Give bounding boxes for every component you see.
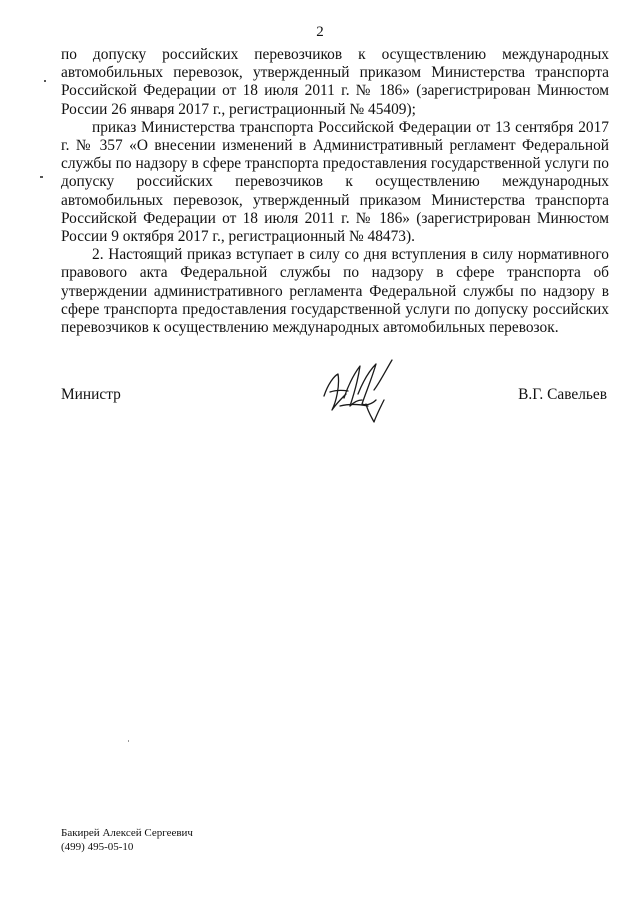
executor-info	[61, 826, 193, 854]
paragraph-continuation: по допуску российских перевозчиков к осуществлению международных автомобильных перевозок, утвержденный приказом Министерства транспорта Российской Федерации от 18 июля 2011 г. № 186» (зарегистрирован Минюстом России 26 января 2017 г., регистрационный № 45409);	[61, 46, 609, 118]
executor-name: Бакирей Алексей Сергеевич	[61, 827, 193, 839]
document-body	[61, 46, 609, 337]
signatory-title: Министр	[61, 386, 121, 403]
paragraph-effective-date: 2. Настоящий приказ вступает в силу со дня вступления в силу нормативного правового акта Федеральной службы по надзору в сфере транспорта об утверждении административного регламента Федеральной службы по надзору в сфере транспорта предоставления государственной услуги по допуску российских перевозчиков к осуществлению международных автомобильных перевозок.	[61, 246, 609, 337]
margin-mark	[40, 176, 43, 178]
margin-mark	[44, 80, 46, 82]
margin-mark	[128, 740, 129, 742]
page-number: 2	[316, 24, 324, 40]
paragraph-order-357: приказ Министерства транспорта Российской Федерации от 13 сентября 2017 г. № 357 «О внесении изменений в Административный регламент Федеральной службы по надзору в сфере транспорта предоставления государственной услуги по допуску российских перевозчиков к осуществлению международных автомобильных перевозок, утвержденный приказом Министерства транспорта Российской Федерации от 18 июля 2011 г. № 186» (зарегистрирован Минюстом России 9 октября 2017 г., регистрационный № 48473).	[61, 118, 609, 246]
handwritten-signature	[318, 354, 398, 426]
signatory-name: В.Г. Савельев	[518, 386, 607, 403]
executor-phone: (499) 495-05-10	[61, 841, 134, 853]
